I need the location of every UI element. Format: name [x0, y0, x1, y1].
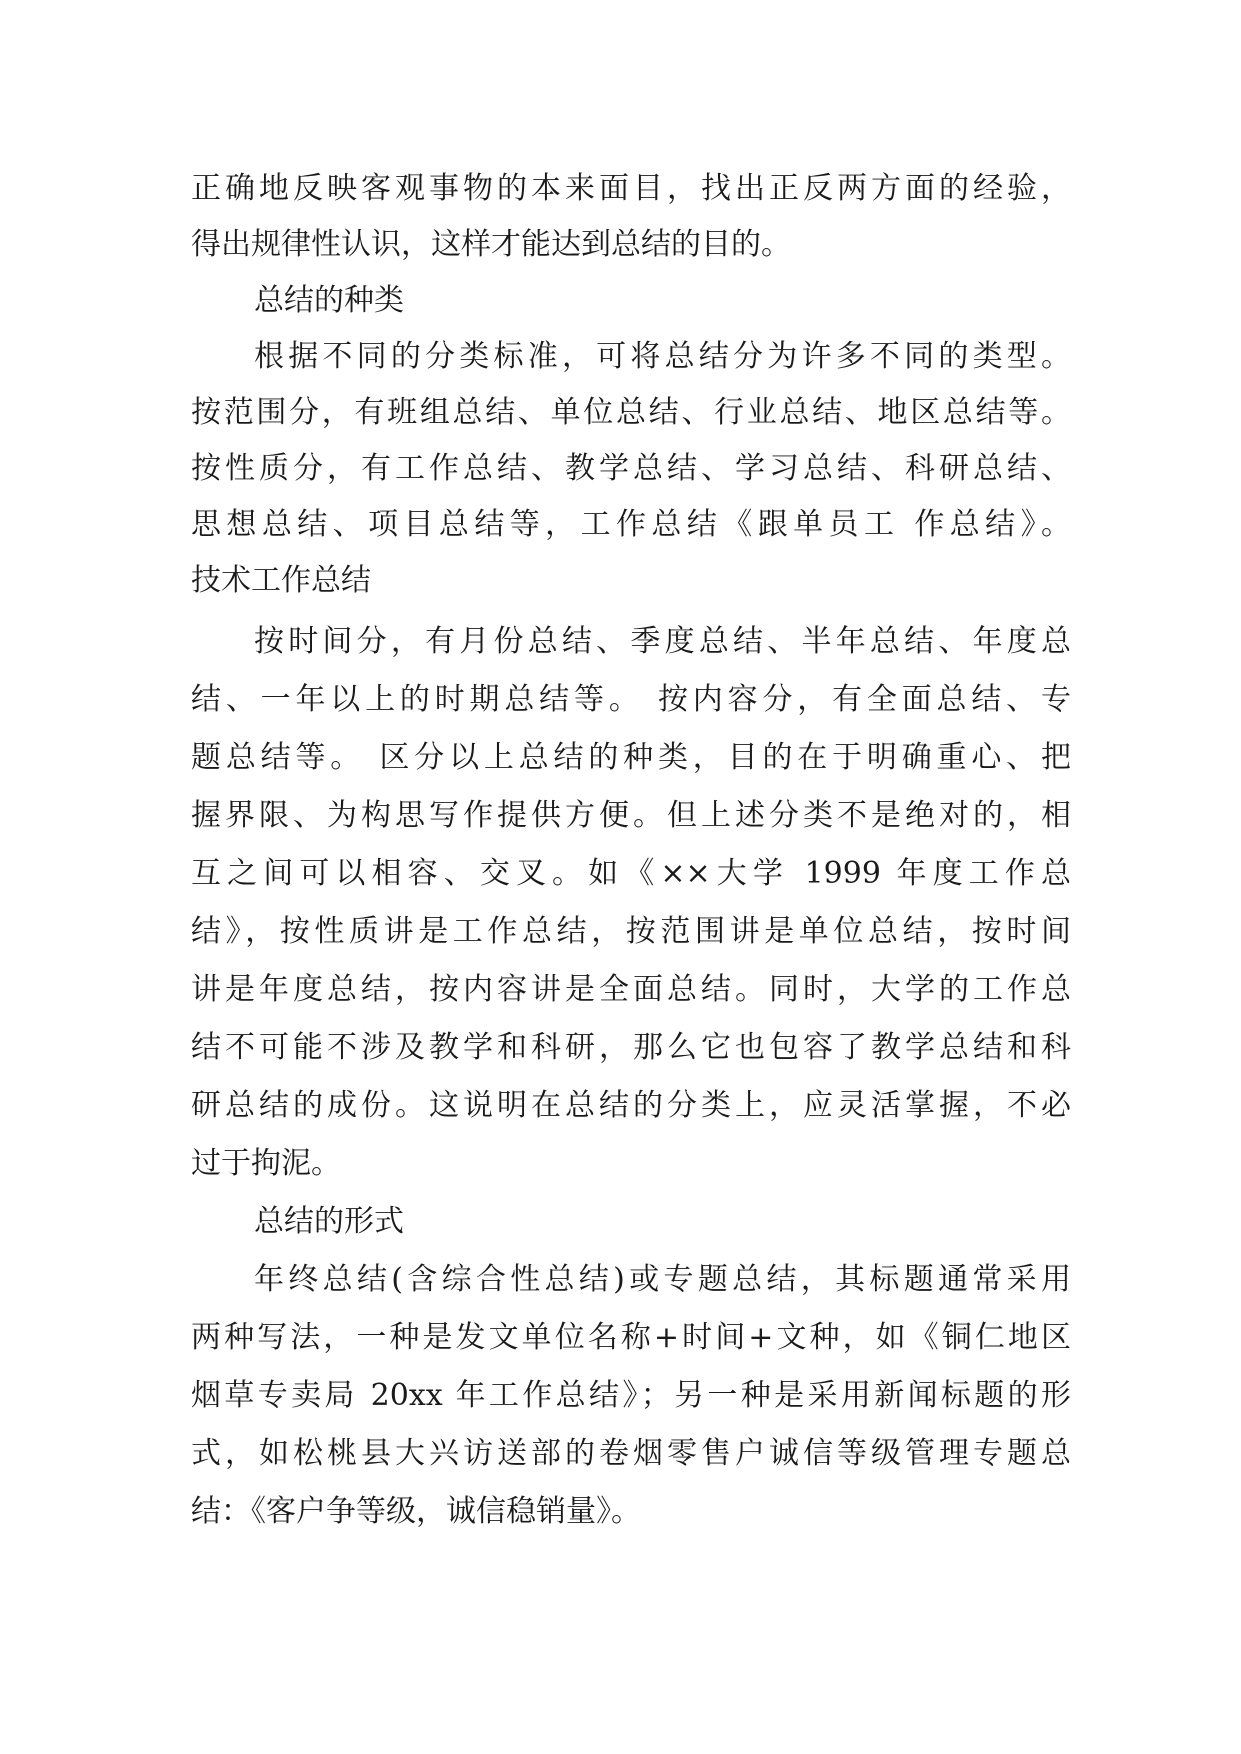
- paragraph-line: 年终总结(含综合性总结)或专题总结，其标题通常采用: [254, 1262, 1071, 1297]
- paragraph-line: 结》，按性质讲是工作总结，按范围讲是单位总结，按时间: [191, 914, 1071, 949]
- paragraph-line: 得出规律性认识，这样才能达到总结的目的。: [191, 227, 791, 262]
- paragraph-line: 讲是年度总结，按内容讲是全面总结。同时，大学的工作总: [191, 972, 1071, 1007]
- paragraph-line: 根据不同的分类标准，可将总结分为许多不同的类型。: [254, 339, 1071, 374]
- paragraph-line: 题总结等。 区分以上总结的种类，目的在于明确重心、把: [191, 740, 1071, 775]
- paragraph-line: 过于拘泥。: [191, 1146, 341, 1181]
- paragraph-line: 两种写法，一种是发文单位名称+时间+文种，如《铜仁地区: [191, 1320, 1071, 1355]
- paragraph-line: 研总结的成份。这说明在总结的分类上，应灵活掌握，不必: [191, 1088, 1071, 1123]
- paragraph-line: 按性质分，有工作总结、教学总结、学习总结、科研总结、: [191, 451, 1071, 486]
- paragraph-line: 结不可能不涉及教学和科研，那么它也包容了教学总结和科: [191, 1030, 1071, 1065]
- paragraph-line: 结、一年以上的时期总结等。 按内容分，有全面总结、专: [191, 682, 1071, 717]
- paragraph-line: 结：《客户争等级，诚信稳销量》。: [191, 1494, 641, 1529]
- paragraph-line: 按时间分，有月份总结、季度总结、半年总结、年度总: [254, 624, 1071, 659]
- section-heading: 总结的种类: [254, 283, 404, 318]
- paragraph-line: 按范围分，有班组总结、单位总结、行业总结、地区总结等。: [191, 395, 1071, 430]
- paragraph-line: 技术工作总结: [191, 563, 371, 598]
- paragraph-line: 互之间可以相容、交叉。如《××大学 1999 年度工作总: [191, 856, 1071, 891]
- paragraph-line: 式，如松桃县大兴访送部的卷烟零售户诚信等级管理专题总: [191, 1436, 1071, 1471]
- paragraph-line: 思想总结、项目总结等，工作总结《跟单员工 作总结》。: [191, 507, 1071, 542]
- paragraph-line: 正确地反映客观事物的本来面目，找出正反两方面的经验，: [191, 171, 1071, 206]
- section-heading: 总结的形式: [254, 1204, 404, 1239]
- paragraph-line: 握界限、为构思写作提供方便。但上述分类不是绝对的，相: [191, 798, 1071, 833]
- paragraph-line: 烟草专卖局 20xx 年工作总结》；另一种是采用新闻标题的形: [191, 1378, 1071, 1413]
